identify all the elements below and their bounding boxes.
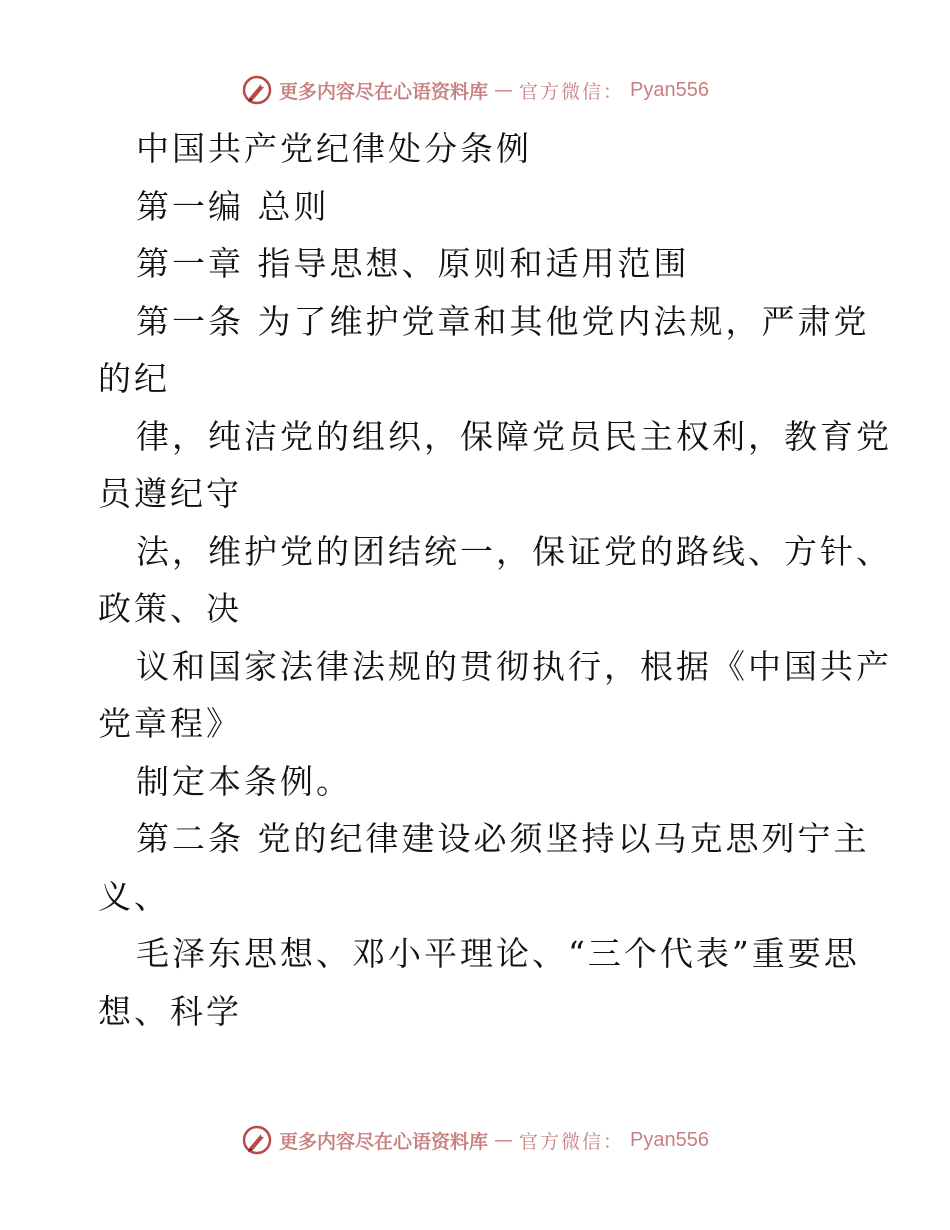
doc-line: 律，纯洁党的组织，保障党员民主权利，教育党 bbox=[136, 416, 892, 456]
footer-watermark bbox=[0, 1120, 950, 1160]
doc-line: 第一编 总则 bbox=[136, 186, 330, 226]
watermark-main-text: 更多内容尽在心语资料库 bbox=[279, 1130, 489, 1153]
doc-line: 第一条 为了维护党章和其他党内法规，严肃党 bbox=[136, 301, 870, 341]
watermark-wechat-id: Pyan556 bbox=[630, 1128, 709, 1151]
doc-line: 政策、决 bbox=[98, 589, 242, 628]
doc-line: 党章程》 bbox=[98, 704, 242, 743]
document-body bbox=[98, 120, 892, 1040]
watermark-sub-text: 官方微信： bbox=[519, 80, 625, 103]
doc-line: 第一章 指导思想、原则和适用范围 bbox=[136, 244, 690, 283]
doc-line: 的纪 bbox=[98, 359, 170, 398]
doc-line: 法，维护党的团结统一，保证党的路线、方针、 bbox=[136, 531, 892, 571]
header-watermark bbox=[0, 70, 950, 110]
watermark-dash: — bbox=[494, 1129, 514, 1151]
doc-line: 员遵纪守 bbox=[98, 474, 242, 513]
pen-logo-icon bbox=[241, 74, 273, 106]
watermark-dash: — bbox=[494, 79, 514, 101]
doc-line: 制定本条例。 bbox=[136, 761, 352, 801]
watermark-wechat-id: Pyan556 bbox=[630, 78, 709, 101]
watermark-main-text: 更多内容尽在心语资料库 bbox=[279, 80, 489, 103]
pen-logo-icon bbox=[241, 1124, 273, 1156]
watermark-sub-text: 官方微信： bbox=[519, 1130, 625, 1153]
doc-line: 想、科学 bbox=[98, 991, 242, 1031]
doc-line: 毛泽东思想、邓小平理论、“三个代表”重要思 bbox=[136, 934, 860, 973]
doc-line: 议和国家法律法规的贯彻执行，根据《中国共产 bbox=[136, 646, 892, 686]
doc-line: 中国共产党纪律处分条例 bbox=[136, 129, 532, 168]
doc-line: 义、 bbox=[98, 876, 170, 916]
doc-line: 第二条 党的纪律建设必须坚持以马克思列宁主 bbox=[136, 819, 870, 858]
